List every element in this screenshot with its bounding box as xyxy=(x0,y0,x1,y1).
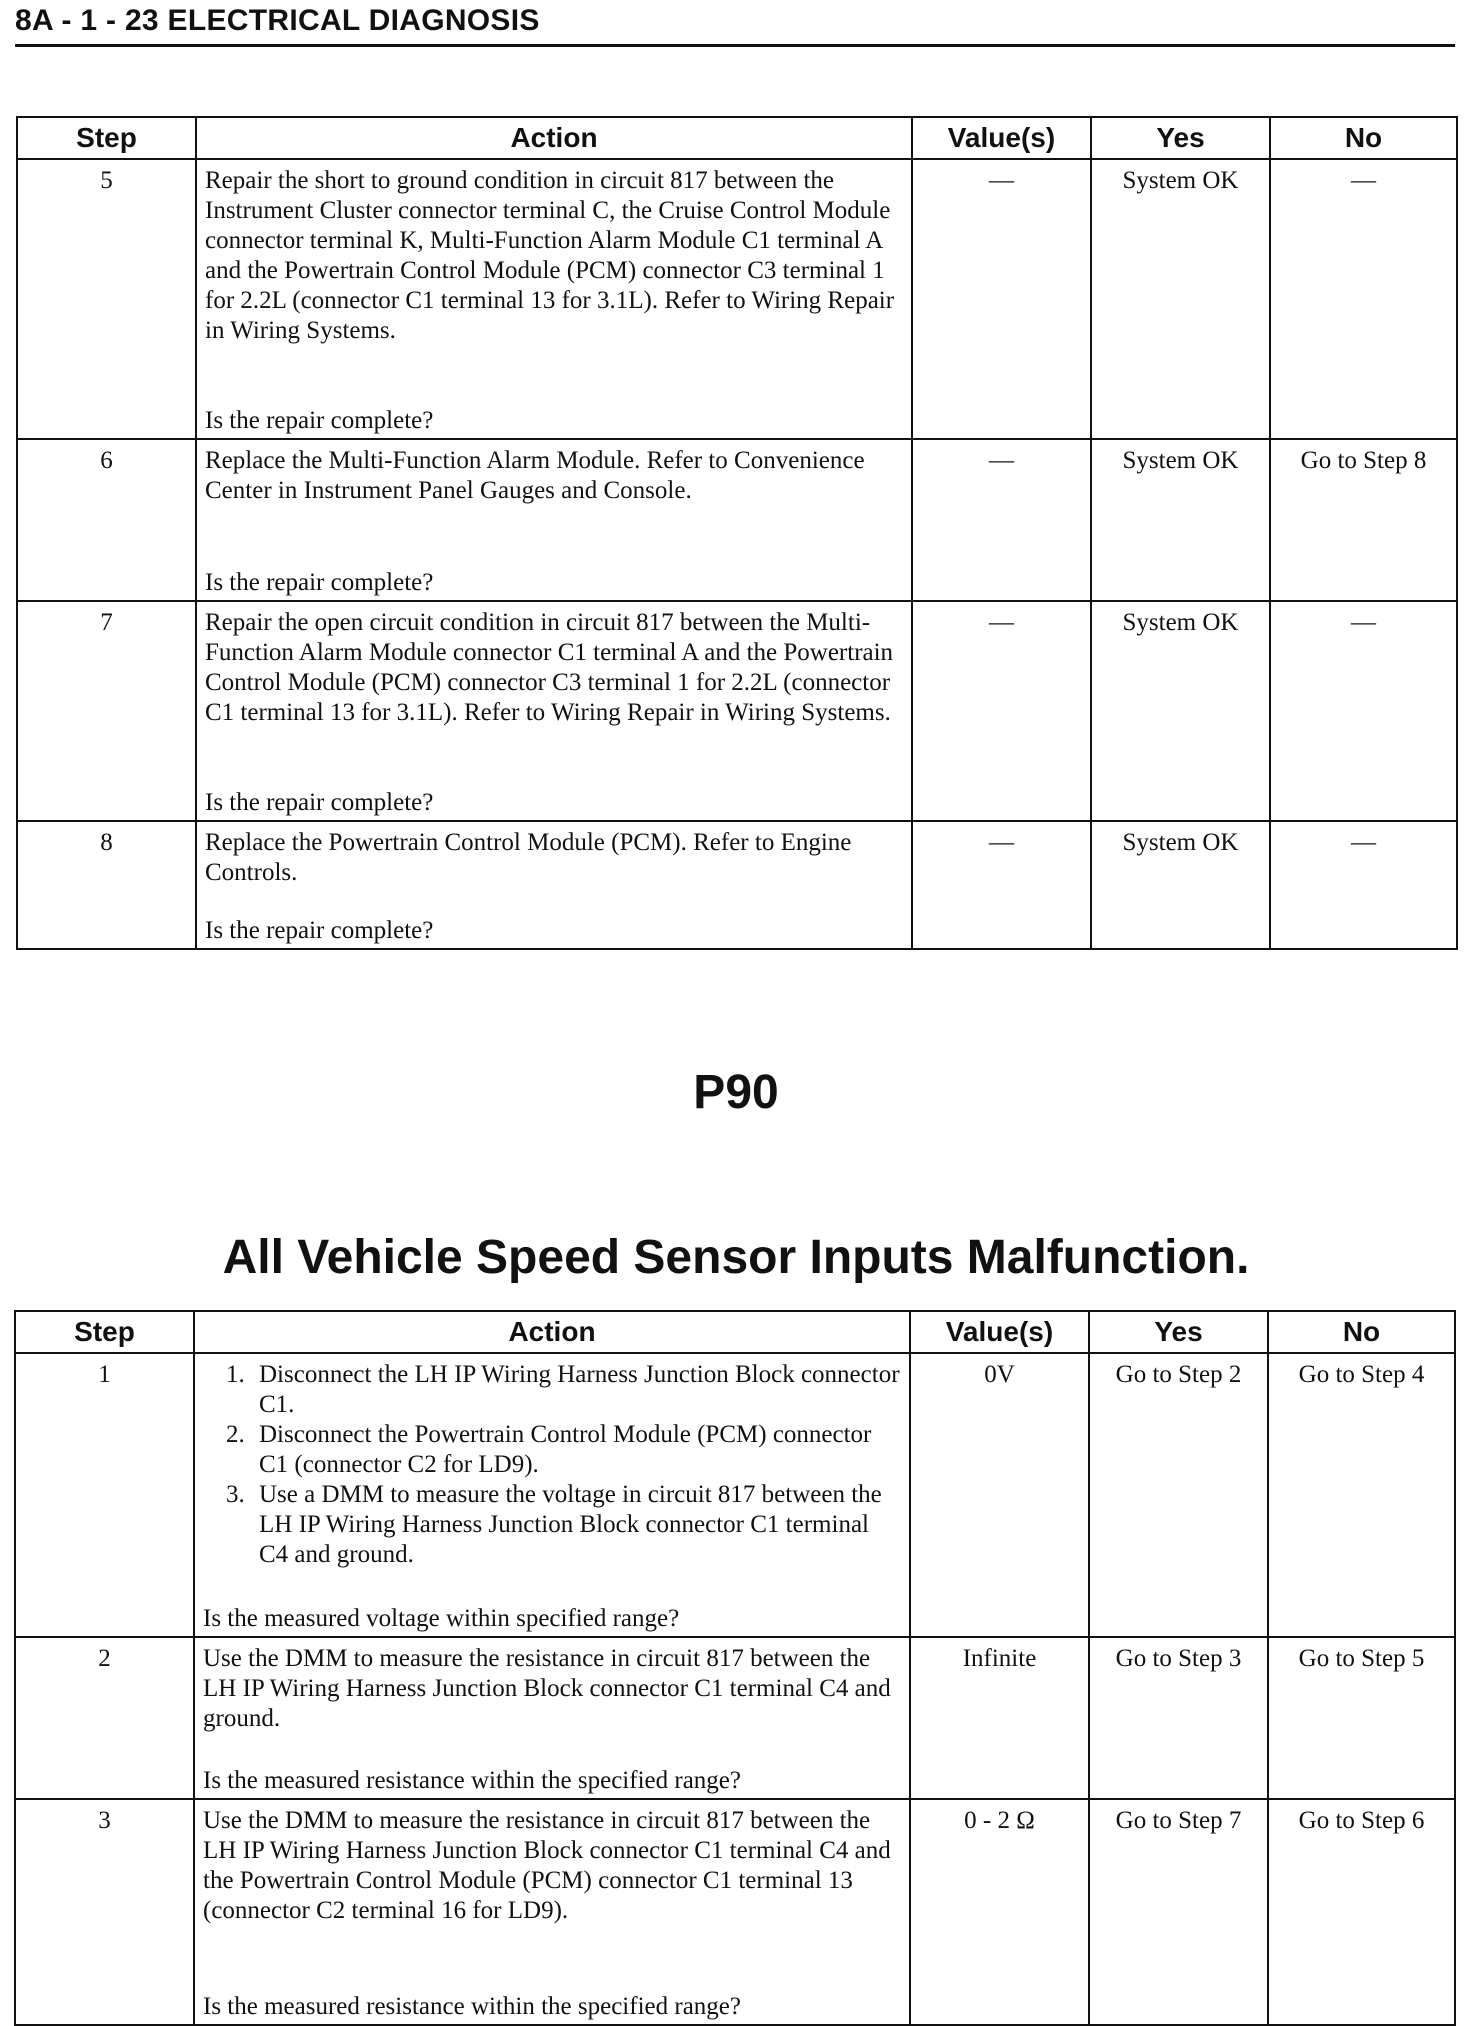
action-step-item: 2. Disconnect the Powertrain Control Module (PCM) connector C1 (connector C2 for LD9). xyxy=(251,1420,901,1480)
action-question: Is the measured resistance within the specified range? xyxy=(203,1993,741,2020)
page-header xyxy=(15,2,1455,47)
table-row xyxy=(17,601,1457,821)
action-question: Is the repair complete? xyxy=(205,917,434,944)
action-text: Replace the Multi-Function Alarm Module. Refer to Convenience Center in Instrument Panel Gauges and Console. xyxy=(205,447,865,504)
no-cell: Go to Step 5 xyxy=(1268,1637,1455,1799)
step-number: 1 xyxy=(15,1353,194,1637)
value-cell: Infinite xyxy=(910,1637,1089,1799)
action-text: Repair the short to ground condition in circuit 817 between the Instrument Cluster connector terminal C, the Cruise Control Module connector terminal K, Multi-Function Alarm Module C1 terminal A and the Powertrain Control Module (PCM) connector C3 terminal 1 for 2.2L (connector C1 terminal 13 for 3.1L). Refer to Wiring Repair in Wiring Systems. xyxy=(205,167,895,344)
no-cell: Go to Step 4 xyxy=(1268,1353,1455,1637)
column-header-step: Step xyxy=(17,117,196,159)
action-text: Repair the open circuit condition in circuit 817 between the Multi-Function Alarm Module connector C1 terminal A and the Powertrain Control Module (PCM) connector C3 terminal 1 for 2.2L (connector C1 terminal 13 for 3.1L). Refer to Wiring Repair in Wiring Systems. xyxy=(205,609,894,726)
yes-cell: Go to Step 2 xyxy=(1089,1353,1268,1637)
column-header-values: Value(s) xyxy=(910,1311,1089,1353)
step-number: 6 xyxy=(17,439,196,601)
action-cell xyxy=(194,1799,910,2025)
no-cell: — xyxy=(1270,601,1457,821)
table-row xyxy=(15,1637,1455,1799)
table-row xyxy=(17,439,1457,601)
column-header-yes: Yes xyxy=(1091,117,1270,159)
yes-cell: System OK xyxy=(1091,439,1270,601)
value-cell: — xyxy=(912,159,1091,439)
action-cell xyxy=(196,439,912,601)
dtc-code: P90 xyxy=(693,1066,779,1119)
column-header-step: Step xyxy=(15,1311,194,1353)
value-cell: 0 - 2 Ω xyxy=(910,1799,1089,2025)
yes-cell: System OK xyxy=(1091,159,1270,439)
table-header-row xyxy=(17,117,1457,159)
action-cell xyxy=(196,159,912,439)
no-cell: — xyxy=(1270,821,1457,949)
step-number: 5 xyxy=(17,159,196,439)
value-cell: — xyxy=(912,821,1091,949)
column-header-action: Action xyxy=(196,117,912,159)
action-cell xyxy=(196,821,912,949)
column-header-yes: Yes xyxy=(1089,1311,1268,1353)
action-question: Is the repair complete? xyxy=(205,789,434,816)
yes-cell: System OK xyxy=(1091,601,1270,821)
page-header-title: 8A - 1 - 23 ELECTRICAL DIAGNOSIS xyxy=(15,4,540,37)
value-cell: 0V xyxy=(910,1353,1089,1637)
yes-cell: Go to Step 7 xyxy=(1089,1799,1268,2025)
diagnostic-table-continued xyxy=(16,116,1458,950)
action-cell xyxy=(194,1353,910,1637)
column-header-values: Value(s) xyxy=(912,117,1091,159)
action-question: Is the repair complete? xyxy=(205,407,434,434)
no-cell: — xyxy=(1270,159,1457,439)
step-number: 2 xyxy=(15,1637,194,1799)
yes-cell: System OK xyxy=(1091,821,1270,949)
action-step-item: 1. Disconnect the LH IP Wiring Harness Junction Block connector C1. xyxy=(251,1360,901,1420)
action-cell xyxy=(194,1637,910,1799)
action-question: Is the measured voltage within specified range? xyxy=(203,1605,680,1632)
table-row xyxy=(17,159,1457,439)
action-text: Use the DMM to measure the resistance in circuit 817 between the LH IP Wiring Harness Junction Block connector C1 terminal C4 and the Powertrain Control Module (PCM) connector C1 terminal 13 (connector C2 terminal 16 for LD9). xyxy=(203,1807,891,1924)
action-text: Use the DMM to measure the resistance in circuit 817 between the LH IP Wiring Harness Junction Block connector C1 terminal C4 and ground. xyxy=(203,1645,891,1732)
table-header-row xyxy=(15,1311,1455,1353)
dtc-title: All Vehicle Speed Sensor Inputs Malfunction. xyxy=(222,1231,1250,1284)
step-number: 7 xyxy=(17,601,196,821)
action-question: Is the measured resistance within the specified range? xyxy=(203,1767,741,1794)
column-header-no: No xyxy=(1268,1311,1455,1353)
step-number: 8 xyxy=(17,821,196,949)
action-cell xyxy=(196,601,912,821)
action-text: Replace the Powertrain Control Module (PCM). Refer to Engine Controls. xyxy=(205,829,852,886)
no-cell: Go to Step 6 xyxy=(1268,1799,1455,2025)
value-cell: — xyxy=(912,601,1091,821)
diagnostic-table-p90 xyxy=(14,1310,1456,2026)
table-row xyxy=(15,1353,1455,1637)
table-row xyxy=(17,821,1457,949)
action-steps-list xyxy=(203,1360,901,1570)
table-row xyxy=(15,1799,1455,2025)
column-header-no: No xyxy=(1270,117,1457,159)
action-step-item: 3. Use a DMM to measure the voltage in circuit 817 between the LH IP Wiring Harness Junction Block connector C1 terminal C4 and ground. xyxy=(251,1480,901,1570)
step-number: 3 xyxy=(15,1799,194,2025)
value-cell: — xyxy=(912,439,1091,601)
no-cell: Go to Step 8 xyxy=(1270,439,1457,601)
yes-cell: Go to Step 3 xyxy=(1089,1637,1268,1799)
action-question: Is the repair complete? xyxy=(205,569,434,596)
column-header-action: Action xyxy=(194,1311,910,1353)
